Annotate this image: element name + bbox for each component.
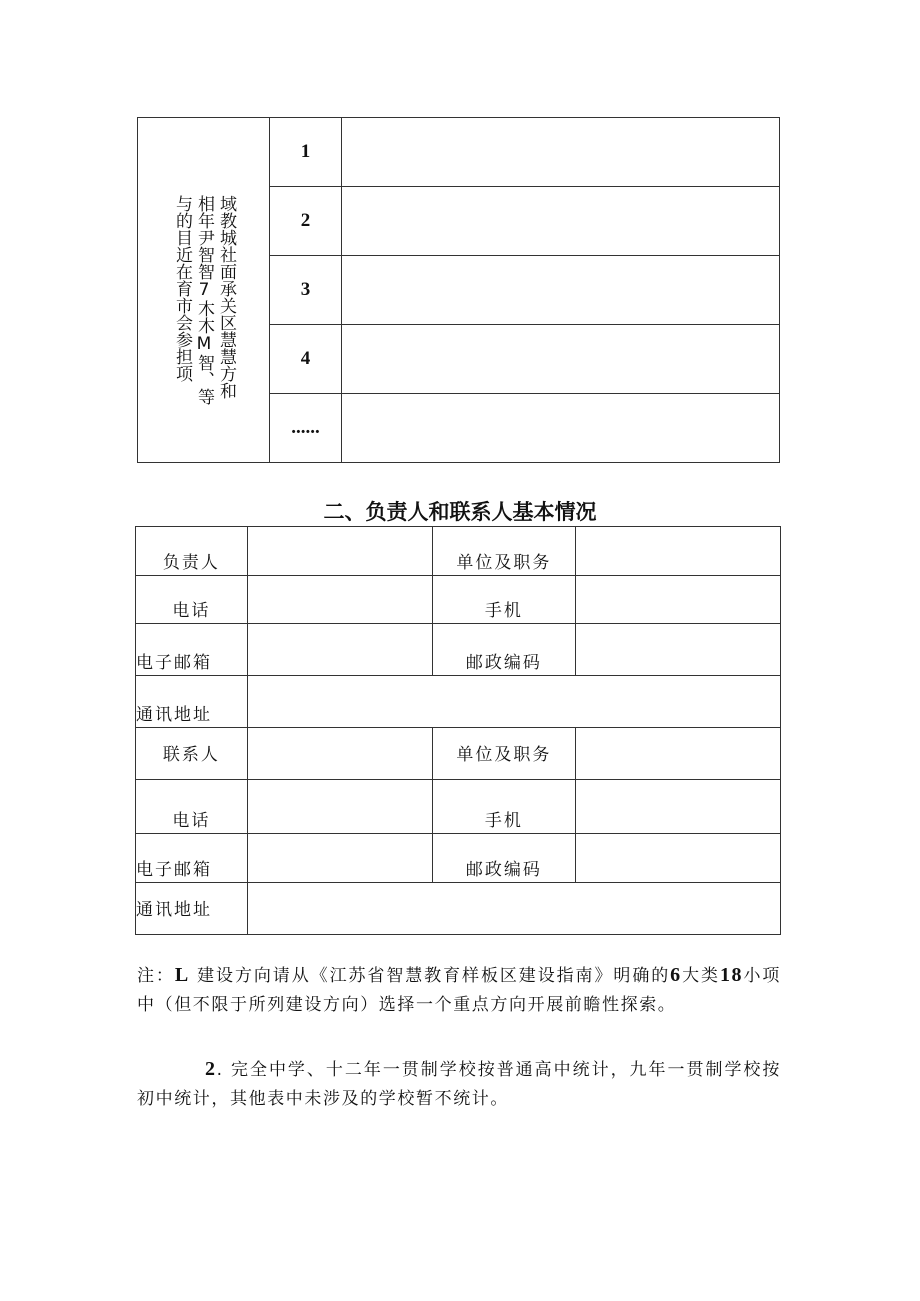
- email-input[interactable]: [247, 624, 432, 676]
- note-text: 大类: [681, 966, 720, 986]
- contact-label: 联系人: [136, 728, 248, 780]
- project-table: [137, 117, 780, 463]
- phone-label: 电话: [136, 780, 248, 834]
- address-label: 通讯地址: [136, 883, 248, 935]
- note-number: L: [174, 964, 190, 986]
- contact-input[interactable]: [247, 728, 432, 780]
- row-label: [138, 118, 270, 463]
- row-number: 2: [270, 187, 342, 256]
- contact-table: [135, 526, 781, 935]
- postcode-input[interactable]: [575, 624, 780, 676]
- note-1: [137, 961, 781, 1020]
- section-title: 二、负责人和联系人基本情况: [323, 500, 597, 524]
- row-number: 3: [270, 256, 342, 325]
- note-prefix: 注：: [137, 966, 175, 986]
- row-number: 1: [270, 118, 342, 187]
- address-label: 通讯地址: [136, 676, 248, 728]
- row-number: ......: [270, 394, 342, 463]
- postcode-label: 邮政编码: [433, 624, 576, 676]
- unit-label: 单位及职务: [433, 728, 576, 780]
- label-column: 相年尹智智7木木M智、等: [194, 195, 214, 405]
- note-text: 小项中（但不限于所列建设方向）选择一个重点方向开展前瞻性探索。: [137, 966, 781, 1015]
- mobile-label: 手机: [433, 780, 576, 834]
- entry-cell[interactable]: [342, 118, 780, 187]
- mobile-input[interactable]: [575, 780, 780, 834]
- email-label: 电子邮箱: [136, 624, 248, 676]
- phone-input[interactable]: [247, 576, 432, 624]
- entry-cell[interactable]: [342, 187, 780, 256]
- note-text: 建设方向请从《江苏省智慧教育样板区建设指南》明确的: [197, 966, 671, 986]
- address-input[interactable]: [247, 676, 780, 728]
- entry-cell[interactable]: [342, 325, 780, 394]
- email-label: 电子邮箱: [136, 834, 248, 883]
- responsible-label: 负责人: [136, 527, 248, 576]
- note-number: 6: [670, 964, 682, 986]
- postcode-label: 邮政编码: [433, 834, 576, 883]
- address-input[interactable]: [247, 883, 780, 935]
- note-text: . 完全中学、十二年一贯制学校按普通高中统计，九年一贯制学校按初中统计，其他表中未涉及的学校暂不统计。: [137, 1060, 781, 1109]
- email-input[interactable]: [247, 834, 432, 883]
- mobile-label: 手机: [433, 576, 576, 624]
- postcode-input[interactable]: [575, 834, 780, 883]
- responsible-input[interactable]: [247, 527, 432, 576]
- note-2: [137, 1055, 781, 1114]
- note-number: 18: [719, 964, 744, 986]
- mobile-input[interactable]: [575, 576, 780, 624]
- entry-cell[interactable]: [342, 256, 780, 325]
- note-number: 2: [205, 1058, 217, 1080]
- unit-label: 单位及职务: [433, 527, 576, 576]
- label-column: 与的目近在育市会参担项: [172, 195, 192, 382]
- phone-input[interactable]: [247, 780, 432, 834]
- unit-input[interactable]: [575, 728, 780, 780]
- row-number: 4: [270, 325, 342, 394]
- label-column: 域教城社面承关区慧慧方和: [216, 195, 236, 399]
- phone-label: 电话: [136, 576, 248, 624]
- entry-cell[interactable]: [342, 394, 780, 463]
- unit-input[interactable]: [575, 527, 780, 576]
